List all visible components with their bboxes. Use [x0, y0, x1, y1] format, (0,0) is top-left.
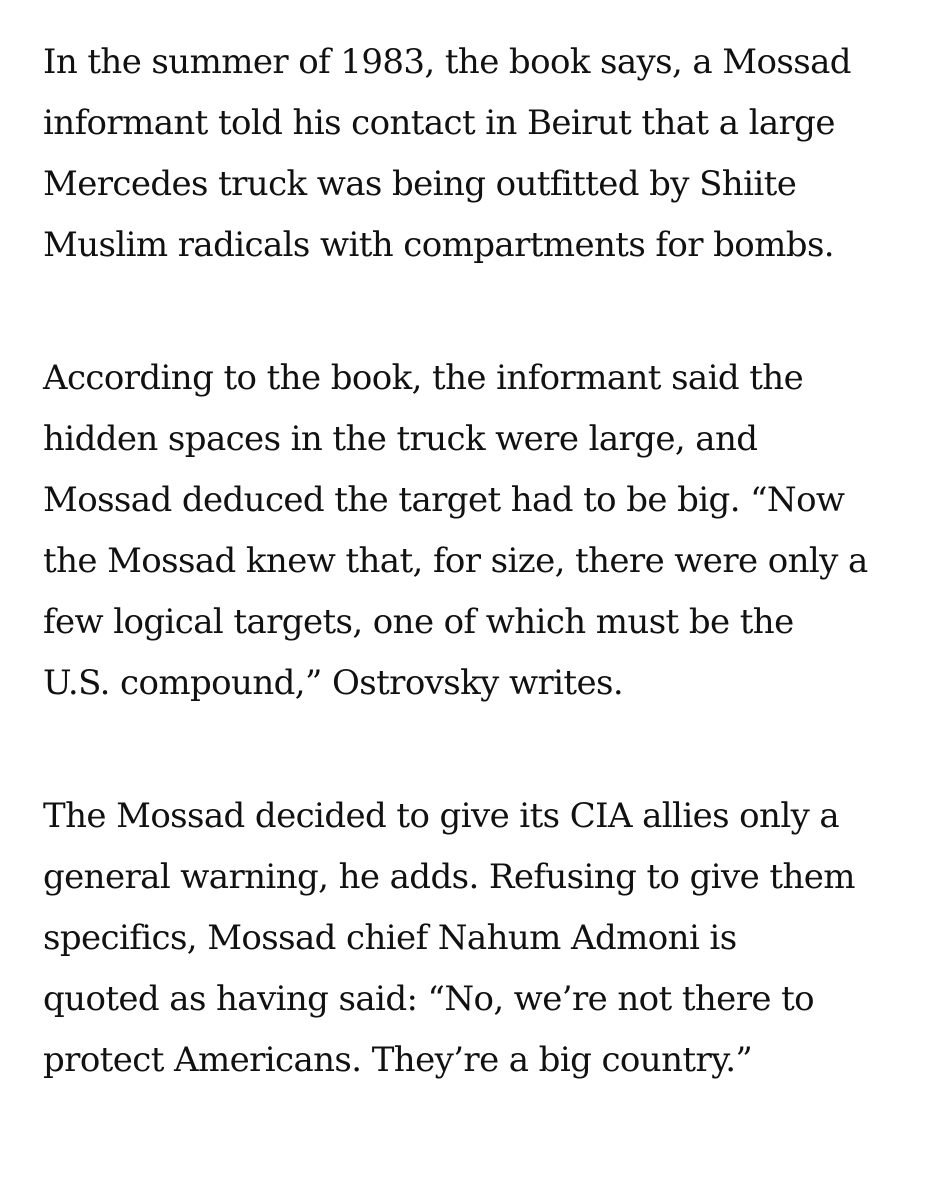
- text-line: Mossad deduced the target had to be big. “Now: [43, 480, 845, 520]
- paragraph-1: [43, 32, 923, 276]
- text-line: Muslim radicals with compartments for bombs.: [43, 225, 834, 265]
- text-line: Mercedes truck was being outfitted by Shiite: [43, 164, 797, 204]
- text-line: specifics, Mossad chief Nahum Admoni is: [43, 918, 737, 958]
- text-line: In the summer of 1983, the book says, a Mossad: [43, 42, 851, 82]
- text-line: informant told his contact in Beirut that a large: [43, 103, 835, 143]
- text-line: According to the book, the informant said the: [43, 358, 804, 398]
- text-line: few logical targets, one of which must be the: [43, 602, 794, 642]
- text-line: U.S. compound,” Ostrovsky writes.: [43, 663, 624, 703]
- paragraph-2: [43, 348, 923, 714]
- text-line: quoted as having said: “No, we’re not there to: [43, 979, 815, 1019]
- paragraph-3: [43, 786, 923, 1091]
- article-body: [43, 32, 923, 1163]
- text-line: The Mossad decided to give its CIA allies only a: [43, 796, 840, 836]
- text-line: general warning, he adds. Refusing to give them: [43, 857, 855, 897]
- text-line: hidden spaces in the truck were large, and: [43, 419, 758, 459]
- text-line: the Mossad knew that, for size, there were only a: [43, 541, 868, 581]
- text-line: protect Americans. They’re a big country.”: [43, 1040, 753, 1080]
